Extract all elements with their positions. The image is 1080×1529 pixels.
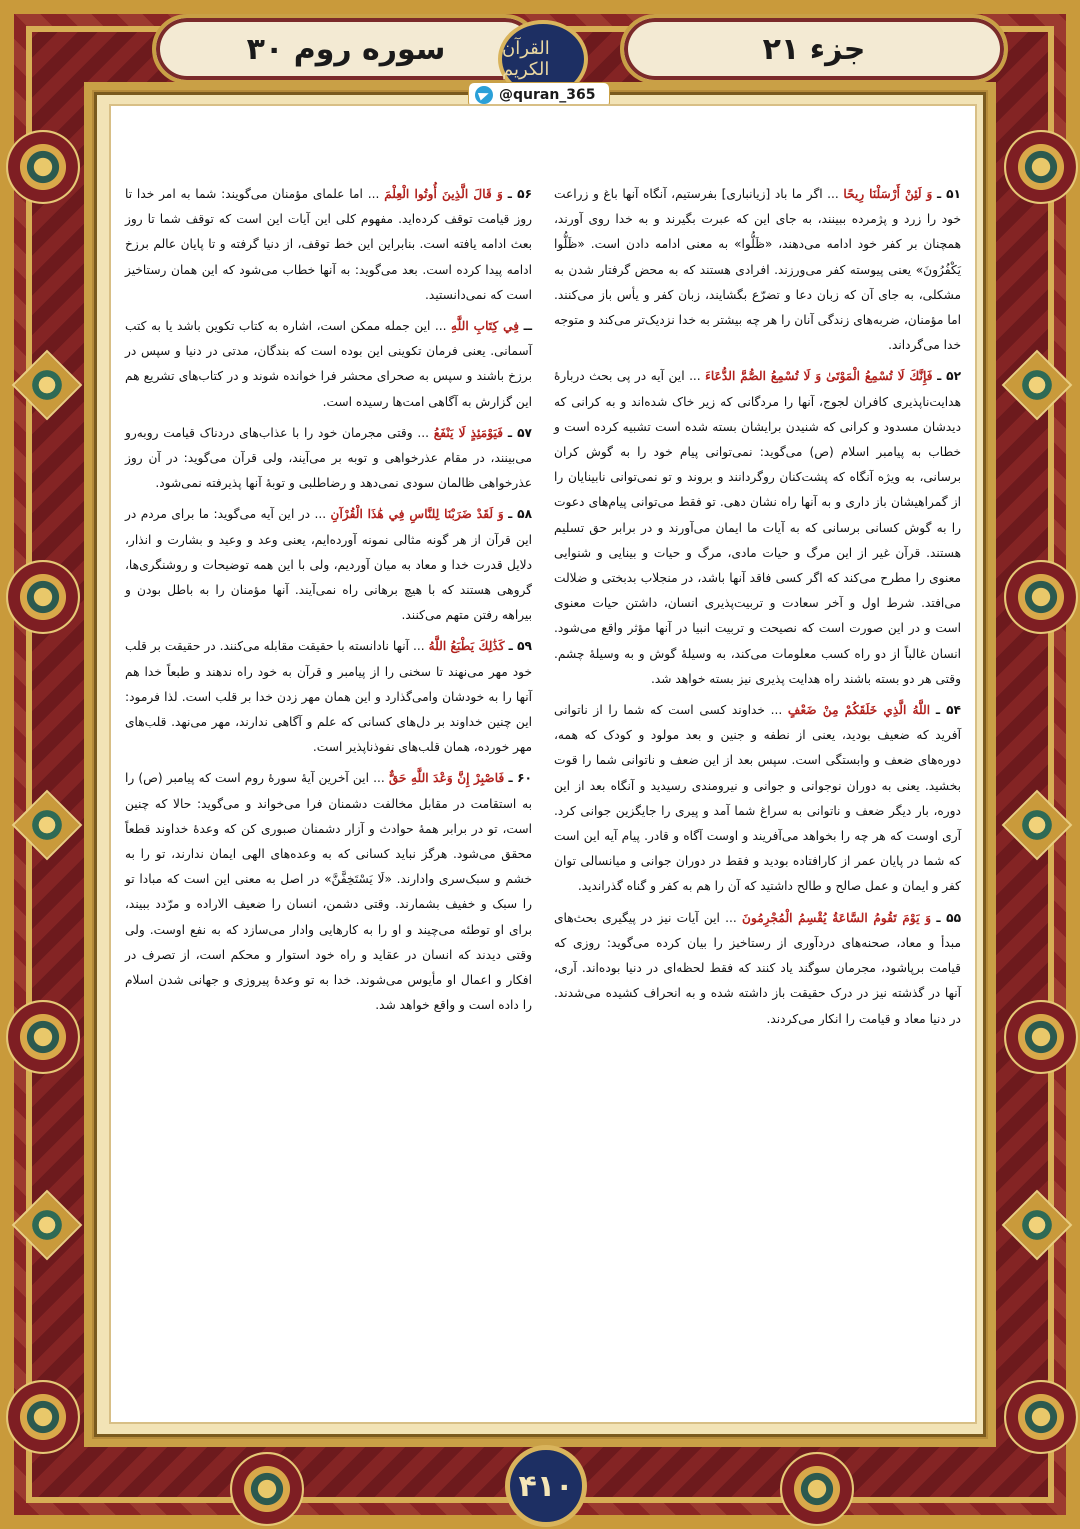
medallion-icon <box>6 130 80 204</box>
tafsir-paragraph: ۵۹ ـ كَذَٰلِكَ يَطْبَعُ اللَّهُ ... آنها نادانسته با حقیقت مقابله می‌کنند. در حقیقت بر قلب خود مهر می‌نهند تا سخنی را از پیامبر و قرآن به خود راه ندهند و طبعاً خدا هم آنها را به خودشان وامی‌گذارد و این همان مهر زدن خدا بر قلب است. لذا فرمود: این چنین خداوند بر دل‌های کسانی که علم و آگاهی ندارند، مهر می‌نهد. قلب‌های مهر خورده، همان قلب‌های نفوذناپذیر است. <box>125 639 532 755</box>
right-column <box>554 182 961 1402</box>
tafsir-paragraph: ۶۰ ـ فَاصْبِرْ إِنَّ وَعْدَ اللَّهِ حَقٌّ ... این آخرین آیهٔ سورهٔ روم است که پیامبر (ص) را به استقامت در مقابل مخالفت دشمنان فرا می‌خواند و می‌گوید: حالا که چنین است، تو در برابر همهٔ حوادث و آزار دشمنان صبوری کن که وعدهٔ خداوند قطعاً محقق می‌شود. هرگز نباید کسانی که به وعده‌های الهی ایمان ندارند، تو را به خشم و سبک‌سری وادارند. «لَا يَسْتَخِفَّنَّ» در اصل به معنی این است که مبادا تو را سبک و خفیف بشمارند. وقتی دشمن، انسان را ضعیف الاراده و مرّدد ببیند، برای او توطئه می‌چیند و او را به کارهایی وادار می‌سازد که به نفع اوست. ولی وقتی دیدند که انسان در عقاید و راه خود استوار و محکم است، از تصرف در افکار و اعمال او مأیوس می‌شوند. خدا به تو وعدهٔ پیروزی و جهانی شدن اسلام را داده است و واقع خواهد شد. <box>125 771 532 1013</box>
telegram-icon <box>475 86 493 104</box>
medallion-icon <box>6 560 80 634</box>
tafsir-paragraph: ۵۷ ـ فَيَوْمَئِذٍ لَا يَنْفَعُ ... وقتی مجرمان خود را با عذاب‌های دردناک قیامت روبه‌رو می‌بینند، در مقام عذرخواهی و توبه بر می‌آیند، ولی قرآن می‌گوید: در آن روز عذرخواهی ظالمان سودی نمی‌دهد و رضاطلبی و توبهٔ آنها پذیرفته نمی‌شود. <box>125 425 532 491</box>
content-area <box>109 104 977 1424</box>
medallion-icon <box>780 1452 854 1526</box>
medallion-icon <box>1004 560 1078 634</box>
juz-label: جزء ۲۱ <box>620 14 1008 84</box>
tafsir-paragraph: ۵۵ ـ وَ يَوْمَ تَقُومُ السَّاعَةُ يُقْسِمُ الْمُجْرِمُونَ ... این آیات نیز در پیگیری بحث‌های مبدأ و معاد، صحنه‌های دردآوری از رستاخیز را بیان کرده می‌گوید: روزی که قیامت برپاشود، مجرمان سوگند یاد کنند که فقط لحظه‌ای در دنیا بوده‌اند. آری، آنها در گذشته نیز در درک حقیقت باز داشته شده و به انحراف کشیده می‌شدند. در دنیا معاد و قیامت را انکار می‌کردند. <box>554 910 962 1026</box>
quran-logo-icon: القرآن الكريم <box>498 20 588 98</box>
tafsir-paragraph: ۵۶ ـ وَ قَالَ الَّذِينَ أُوتُوا الْعِلْمَ ... اما علمای مؤمنان می‌گویند: شما به امر خدا تا روز قیامت توقف کرده‌اید. مفهوم کلی این آیات این است که توقف شما تا روز بعث ادامه یافته است. بنابراین این خط توقف، از دنیا گرفته و تا پایان عالم برزخ ادامه پیدا کرده است. بعد می‌گوید: به آنها خطاب می‌شود که این همان رستاخیز است که نمی‌دانستید. <box>125 187 533 302</box>
page-number: ۴۱۰ <box>505 1445 587 1527</box>
medallion-icon <box>6 1380 80 1454</box>
tafsir-paragraph: ۵۱ ـ وَ لَئِنْ أَرْسَلْنَا رِيحًا ... اگر ما باد [زیانباری] بفرستیم، آنگاه آنها باغ و زراعت خود را زرد و پژمرده ببینند، به جای این که عبرت بگیرند و به خدا روی آورند، همچنان بر کفر خود ادامه می‌دهند، «ظَلُّوا» به معنی ادامه دادن است. «ظَلُّوا يَكْفُرُونَ» یعنی پیوسته کفر می‌ورزند. افرادی هستند که به محض گرفتار شدن به مشکلی، به جای آن که زبان دعا و تضرّع بگشایند، زبان کفر و یأس باز می‌کنند. اما مؤمنان، ضربه‌های زندگی آنان را هر چه بیشتر به خدا نزدیک‌تر می‌کند و متوجه خدا می‌گرداند. <box>554 187 961 353</box>
channel-handle: @quran_365 <box>499 87 596 103</box>
medallion-icon <box>230 1452 304 1526</box>
tafsir-paragraph: ۵۲ ـ فَإِنَّكَ لَا تُسْمِعُ الْمَوْتَىٰ وَ لَا تُسْمِعُ الصُّمَّ الدُّعَاءَ ... این آیه در پی بحث دربارهٔ هدایت‌ناپذیری کافران لجوج، آنها را مردگانی که زیر خاک شده‌اند و به کرانی که دیدشان مسدود و کرانی که شنیدن برایشان بسته شده است تشبیه کرده است و خطاب به پیامبر اسلام (ص) می‌گوید: نمی‌توانی پیام خود را به گوش کران برسانی، به ویژه آنگاه که پشت‌کنان روگردانند و بروند و تو نمی‌توانی نابینایان را از گمراهیشان باز داری و به آنها راه نشان دهی. تو فقط می‌توانی پیام‌های دعوت را به گوش کسانی برسانی که به آیات ما ایمان می‌آورند و در برابر حق تسلیم هستند. قرآن غیر از این مرگ و حیات مادی، مرگ و حیات و بینایی و شنوایی معنوی را مطرح می‌کند که اگر کسی فاقد آنها باشد، در منجلاب بدبختی و ضلالت می‌افتد. شرط اول و آخر سعادت و تربیت‌پذیری انسان، داشتن حیات معنوی است و در این صورت است که نصیحت و تربیت انبیا در آنها مؤثر واقع می‌شود. انسان غالباً از دو راه کسب معلومات می‌کند، به وسیلهٔ گوش و به وسیلهٔ چشم. وقتی هر دو بسته باشند راه هدایت پذیری نیز بسته خواهد شد. <box>554 369 962 686</box>
medallion-icon <box>6 1000 80 1074</box>
tafsir-paragraph: ۵۴ ـ اللَّهُ الَّذِي خَلَقَكُمْ مِنْ ضَعْفٍ ... خداوند کسی است که شما را از ناتوانی آفرید که ضعیف بودید، یعنی از نطفه و جنین و بعد مولود و کودک که همه، دوره‌های ضعف و وابستگی است. سپس بعد از این ضعف و ناتوانی شما را قوت بخشید. یعنی به دوران نوجوانی و جوانی و نیرومندی رسیدید و آنگاه بعد از این دوره، بار دیگر ضعف و ناتوانی به سراغ شما آمد و پیری را جایگزین جوانی کرد. آری اوست که هر چه را بخواهد می‌آفریند و اوست آگاه و قادر. پیام آیه این است که شما در پایان عمر از کارافتاده بودید و فقط در دوران جوانی و میانسالی توان کفر و ایمان و عمل صالح و طالح داشتید که آن را هم به کفر و گناه گذراندید. <box>554 703 961 894</box>
tafsir-paragraph: ــ فِي كِتَابِ اللَّهِ ... این جمله ممکن است، اشاره به کتاب تکوین باشد یا به کتب آسمانی. یعنی فرمان تکوینی این بوده است که بندگان، مدتی در دنیا و سپس در برزخ باشند و سپس به صحرای محشر فرا خوانده شوند و در کتاب‌های تشریع هم این گزارش به آگاهی امت‌ها رسیده است. <box>125 319 532 409</box>
medallion-icon <box>1004 130 1078 204</box>
surah-label: سوره روم ۳۰ <box>152 14 540 84</box>
tafsir-paragraph: ۵۸ ـ وَ لَقَدْ ضَرَبْنَا لِلنَّاسِ فِي هَٰذَا الْقُرْآنِ ... در این آیه می‌گوید: ما برای مردم در این قرآن از هر گونه مثالی نمونه آورده‌ایم، یعنی وعد و وعید و بشارت و انذار، دلایل قدرت خدا و معاد به میان آوردیم، ولی با این همه توضیحات و روشنگری‌ها، گروهی هستند که با هیچ برهانی راه نمی‌آیند. آنها مؤمنان را به باطل بودن و بیراهه رفتن متهم می‌کنند. <box>125 507 533 623</box>
left-column <box>125 182 532 1402</box>
medallion-icon <box>1004 1000 1078 1074</box>
medallion-icon <box>1004 1380 1078 1454</box>
